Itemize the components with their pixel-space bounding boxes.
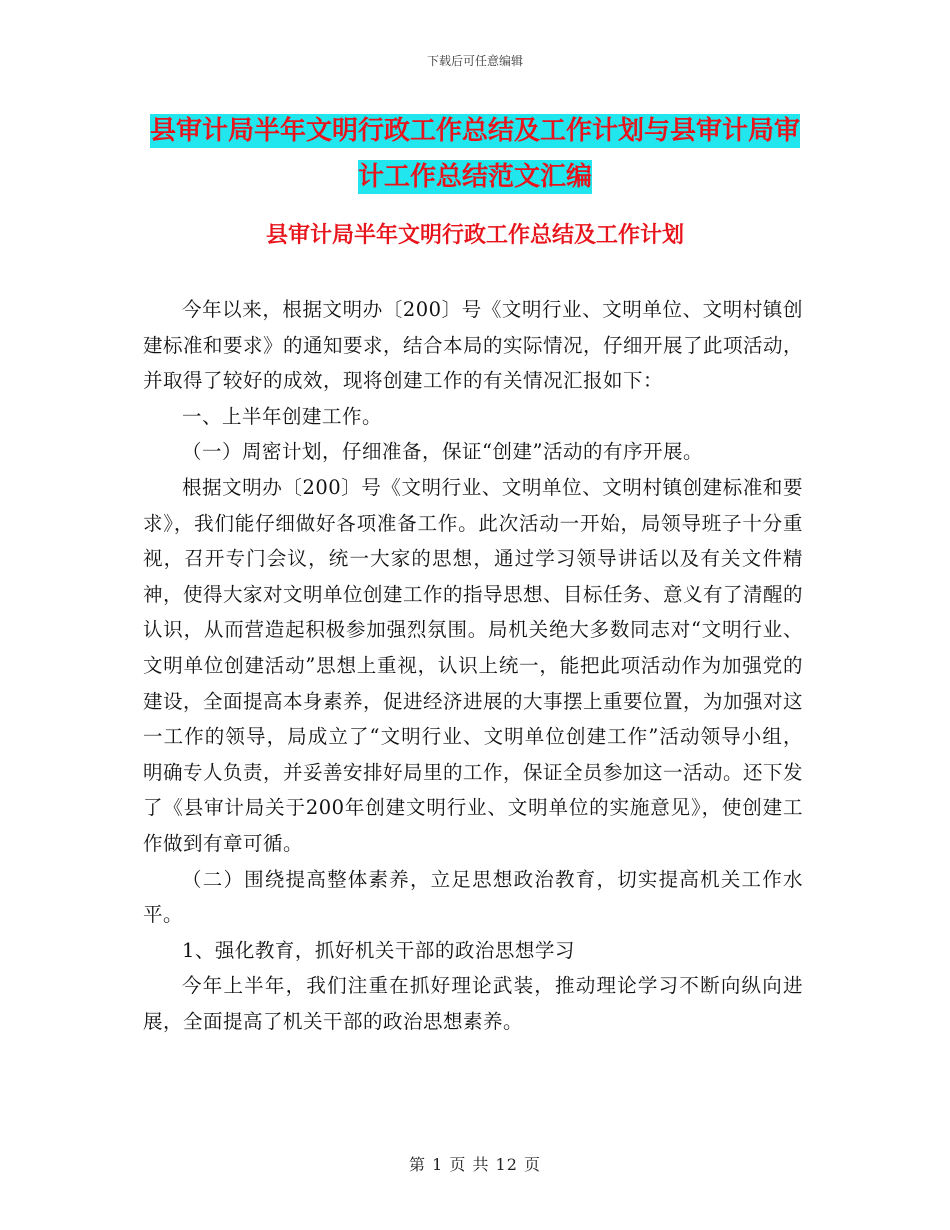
document-sub-title: 县审计局半年文明行政工作总结及工作计划 bbox=[265, 223, 684, 248]
paragraph: 一、上半年创建工作。 bbox=[182, 404, 383, 428]
page-number-footer: 第 1 页 共 12 页 bbox=[409, 1155, 541, 1174]
paragraph: （二）围绕提高整体素养，立足思想政治教育，切实提高机关工作水平。 bbox=[143, 867, 803, 927]
paragraph: 今年以来，根据文明办〔200〕号《文明行业、文明单位、文明村镇创建标准和要求》的通知要求，结合本局的实际情况，仔细开展了此项活动，并取得了较好的成效，现将创建工作的有关情况汇报如下： bbox=[143, 298, 804, 393]
page-header-note: 下载后可任意编辑 bbox=[426, 54, 523, 68]
document-body bbox=[143, 292, 803, 1039]
document-main-title bbox=[140, 108, 810, 200]
paragraph: 今年上半年，我们注重在抓好理论武装，推动理论学习不断向纵向进展，全面提高了机关干部的政治思想素养。 bbox=[143, 974, 803, 1033]
paragraph: 根据文明办〔200〕号《文明行业、文明单位、文明村镇创建标准和要求》，我们能仔细做好各项准备工作。此次活动一开始，局领导班子十分重视，召开专门会议，统一大家的思想，通过学习领导讲话以及有关文件精神，使得大家对文明单位创建工作的指导思想、目标任务、意义有了清醒的认识，从而营造起积极参加强烈氛围。局机关绝大多数同志对“文明行业、文明单位创建活动”思想上重视，认识上统一，能把此项活动作为加强党的建设，全面提高本身素养，促进经济进展的大事摆上重要位置，为加强对这一工作的领导，局成立了“文明行业、文明单位创建工作”活动领导小组，明确专人负责，并妥善安排好局里的工作，保证全员参加这一活动。还下发了《县审计局关于200年创建文明行业、文明单位的实施意见》，使创建工作做到有章可循。 bbox=[143, 475, 804, 855]
paragraph: （一）周密计划，仔细准备，保证“创建”活动的有序开展。 bbox=[182, 440, 703, 464]
paragraph: 1、强化教育，抓好机关干部的政治思想学习 bbox=[182, 938, 575, 962]
main-title-text: 县审计局半年文明行政工作总结及工作计划与县审计局审计工作总结范文汇编 bbox=[149, 116, 800, 192]
